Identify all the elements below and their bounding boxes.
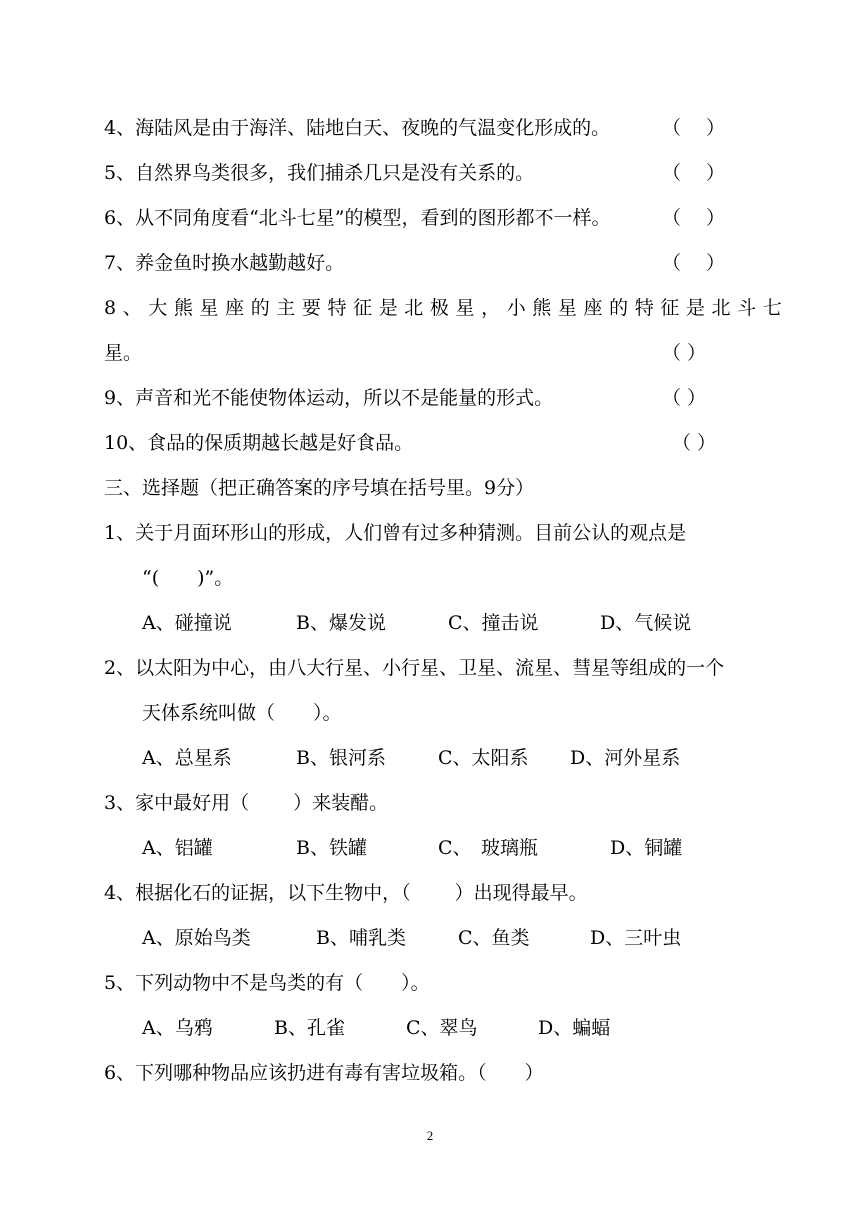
judgment-item-6: 6、从不同角度看“北斗七星”的模型，看到的图形都不一样。 bbox=[104, 207, 611, 229]
option-c[interactable]: C、 玻璃瓶 bbox=[438, 837, 539, 859]
option-a[interactable]: A、乌鸦 bbox=[142, 1017, 213, 1039]
option-a[interactable]: A、总星系 bbox=[142, 747, 232, 769]
option-a[interactable]: A、原始鸟类 bbox=[142, 927, 251, 949]
question-1-stem-continued: “( )”。 bbox=[142, 567, 234, 589]
answer-paren[interactable]: （ ） bbox=[662, 162, 726, 184]
answer-paren[interactable]: （ ） bbox=[662, 342, 707, 364]
option-b[interactable]: B、孔雀 bbox=[274, 1017, 345, 1039]
question-2-stem: 2、以太阳为中心，由八大行星、小行星、卫星、流星、彗星等组成的一个 bbox=[104, 657, 725, 679]
judgment-item-5: 5、自然界鸟类很多，我们捕杀几只是没有关系的。 bbox=[104, 162, 535, 184]
option-a[interactable]: A、碰撞说 bbox=[142, 612, 232, 634]
judgment-item-4: 4、海陆风是由于海洋、陆地白天、夜晚的气温变化形成的。 bbox=[104, 117, 611, 139]
option-b[interactable]: B、爆发说 bbox=[296, 612, 386, 634]
option-b[interactable]: B、哺乳类 bbox=[316, 927, 406, 949]
question-2-stem-continued: 天体系统叫做（ ）。 bbox=[142, 702, 342, 724]
answer-paren[interactable]: （ ） bbox=[662, 117, 726, 139]
option-d[interactable]: D、气候说 bbox=[600, 612, 692, 634]
option-d[interactable]: D、河外星系 bbox=[570, 747, 681, 769]
option-c[interactable]: C、翠鸟 bbox=[406, 1017, 478, 1039]
answer-paren[interactable]: （ ） bbox=[662, 207, 726, 229]
judgment-item-10: 10、食品的保质期越长越是好食品。 bbox=[104, 432, 414, 454]
judgment-item-8: 8、大熊星座的主要特征是北极星，小熊星座的特征是北斗七 bbox=[104, 297, 789, 319]
question-3-stem: 3、家中最好用（ ）来装醋。 bbox=[104, 792, 389, 814]
option-d[interactable]: D、三叶虫 bbox=[590, 927, 682, 949]
option-b[interactable]: B、银河系 bbox=[296, 747, 386, 769]
question-5-stem: 5、下列动物中不是鸟类的有（ ）。 bbox=[104, 972, 430, 994]
answer-paren[interactable]: （ ） bbox=[662, 252, 726, 274]
page-number: 2 bbox=[426, 1128, 434, 1143]
option-c[interactable]: C、撞击说 bbox=[448, 612, 539, 634]
question-4-stem: 4、根据化石的证据，以下生物中，（ ）出现得最早。 bbox=[104, 882, 588, 904]
answer-paren[interactable]: （ ） bbox=[672, 432, 717, 454]
option-b[interactable]: B、铁罐 bbox=[296, 837, 367, 859]
section-heading: 三、选择题（把正确答案的序号填在括号里。9分） bbox=[104, 477, 535, 499]
option-c[interactable]: C、鱼类 bbox=[458, 927, 530, 949]
option-d[interactable]: D、蝙蝠 bbox=[538, 1017, 611, 1039]
option-d[interactable]: D、铜罐 bbox=[610, 837, 683, 859]
question-1-stem: 1、关于月面环形山的形成，人们曾有过多种猜测。目前公认的观点是 bbox=[104, 522, 687, 544]
question-6-stem: 6、下列哪种物品应该扔进有毒有害垃圾箱。（ ） bbox=[104, 1062, 544, 1084]
option-a[interactable]: A、铝罐 bbox=[142, 837, 213, 859]
judgment-item-7: 7、养金鱼时换水越勤越好。 bbox=[104, 252, 345, 274]
judgment-item-8-continued: 星。 bbox=[104, 342, 143, 364]
option-c[interactable]: C、太阳系 bbox=[438, 747, 529, 769]
judgment-item-9: 9、声音和光不能使物体运动，所以不是能量的形式。 bbox=[104, 387, 554, 409]
answer-paren[interactable]: （ ） bbox=[662, 387, 707, 409]
